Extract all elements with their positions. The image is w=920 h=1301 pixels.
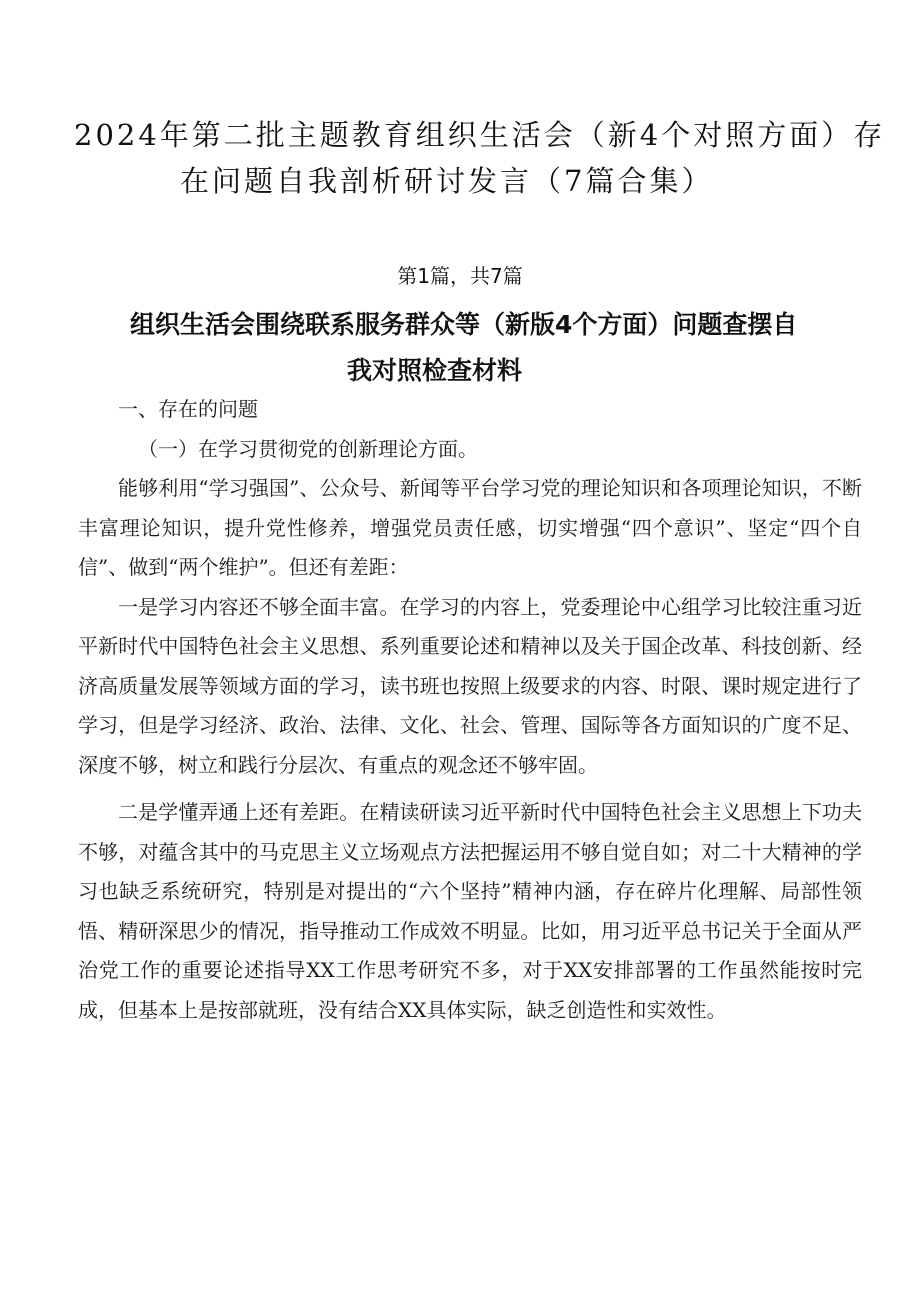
document-title-line-1: 2024年第二批主题教育组织生活会（新4个对照方面）存 <box>74 118 886 152</box>
document-body <box>78 390 862 1030</box>
part-label: 第1篇，共7篇 <box>397 264 523 288</box>
document-title <box>60 112 886 204</box>
section-title <box>60 302 860 394</box>
body-paragraph: 能够利用“学习强国”、公众号、新闻等平台学习党的理论知识和各项理论知识，不断丰富理论知识，提升党性修养，增强党员责任感，切实增强“四个意识”、坚定“四个自信”、做到“两个维护”。但还有差距： <box>78 476 862 579</box>
body-paragraph: 二是学懂弄通上还有差距。在精读研读习近平新时代中国特色社会主义思想上下功夫不够，对蕴含其中的马克思主义立场观点方法把握运用不够自觉自如；对二十大精神的学习也缺乏系统研究，特别是对提出的“六个坚持”精神内涵，存在碎片化理解、局部性领悟、精研深思少的情况，指导推动工作成效不明显。比如，用习近平总书记关于全面从严治党工作的重要论述指导XX工作思考研究不多，对于XX安排部署的工作虽然能按时完成，但基本上是按部就班，没有结合XX具体实际，缺乏创造性和实效性。 <box>78 800 862 1022</box>
body-paragraph: 一是学习内容还不够全面丰富。在学习的内容上，党委理论中心组学习比较注重习近平新时代中国特色社会主义思想、系列重要论述和精神以及关于国企改革、科技创新、经济高质量发展等领域方面的学习，读书班也按照上级要求的内容、时限、课时规定进行了学习，但是学习经济、政治、法律、文化、社会、管理、国际等各方面知识的广度不足、深度不够，树立和践行分层次、有重点的观念还不够牢固。 <box>78 594 862 777</box>
heading-level-2: （一）在学习贯彻党的创新理论方面。 <box>138 436 478 461</box>
section-title-line-1: 组织生活会围绕联系服务群众等（新版4个方面）问题查摆自 <box>130 310 798 339</box>
section-title-line-2: 我对照检查材料 <box>347 356 523 385</box>
document-title-line-2: 在问题自我剖析研讨发言（7篇合集） <box>180 164 714 198</box>
heading-level-1: 一、存在的问题 <box>118 397 258 421</box>
